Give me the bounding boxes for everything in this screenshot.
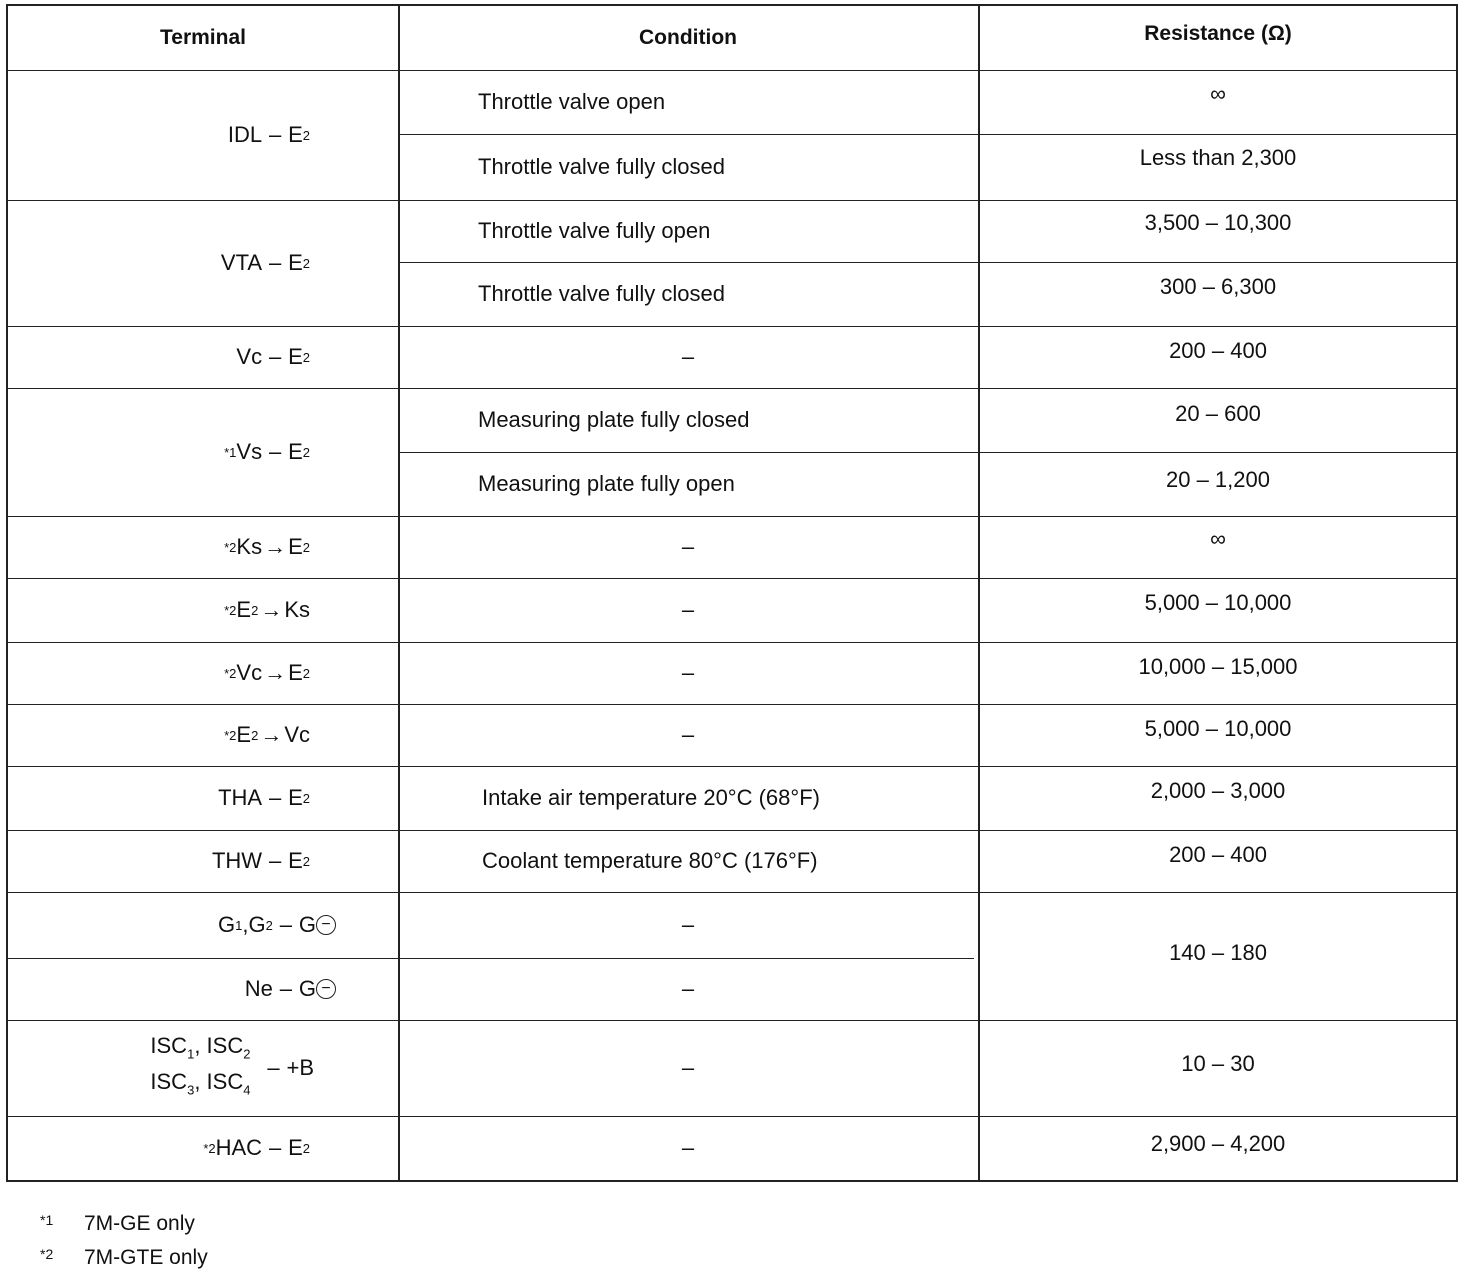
- resistance-e2-vc: 5,000 – 10,000: [1144, 716, 1292, 741]
- resistance-tha: 2,000 – 3,000: [1150, 778, 1286, 803]
- resistance-isc: 10 – 30: [1181, 1051, 1255, 1076]
- resistance-vta-open: 3,500 – 10,300: [1144, 210, 1292, 235]
- terminal-hac-e2: *2 HAC – E 2: [203, 1135, 310, 1160]
- footnote-2: *2 7M-GTE only: [40, 1246, 208, 1269]
- condition-ks-e2: –: [681, 534, 695, 559]
- condition-vc-e2-arrow: –: [681, 660, 695, 685]
- resistance-vc-e2-arrow: 10,000 – 15,000: [1138, 654, 1298, 679]
- terminal-isc: $ISC_1$, $ISC_2$ $ISC_3$, $ISC_4$ – +B: [150, 1032, 314, 1098]
- header-resistance: Resistance (Ω): [1144, 22, 1292, 45]
- footnote-1: *1 7M-GE only: [40, 1212, 195, 1235]
- condition-vs-closed: Measuring plate fully closed: [478, 407, 750, 432]
- header-terminal: Terminal: [160, 26, 246, 49]
- resistance-thw: 200 – 400: [1169, 842, 1267, 867]
- condition-hac: –: [681, 1135, 695, 1160]
- condition-vta-open: Throttle valve fully open: [478, 218, 711, 243]
- terminal-e2-ks: *2 E 2 → Ks: [224, 597, 310, 622]
- resistance-vta-closed: 300 – 6,300: [1159, 274, 1277, 299]
- condition-isc: –: [681, 1055, 695, 1080]
- terminal-idl-e2: IDL – E 2: [227, 122, 310, 147]
- resistance-idl-open: ∞: [1210, 81, 1226, 106]
- condition-e2-vc: –: [681, 722, 695, 747]
- minus-circle-icon: −: [316, 915, 336, 935]
- terminal-vc-e2-arrow: *2 Vc → E 2: [224, 660, 310, 685]
- condition-thw: Coolant temperature 80°C (176°F): [482, 848, 818, 873]
- minus-circle-icon: −: [316, 979, 336, 999]
- terminal-ks-e2: *2 Ks → E 2: [224, 534, 310, 559]
- condition-idl-closed: Throttle valve fully closed: [478, 154, 725, 179]
- condition-g: –: [681, 912, 695, 937]
- resistance-vs-open: 20 – 1,200: [1166, 467, 1270, 492]
- terminal-vs-e2: *1 Vs – E 2: [224, 439, 310, 464]
- terminal-thw-e2: THW – E 2: [211, 848, 310, 873]
- condition-tha: Intake air temperature 20°C (68°F): [482, 785, 820, 810]
- resistance-idl-closed: Less than 2,300: [1139, 145, 1297, 170]
- condition-ne: –: [681, 976, 695, 1001]
- terminal-vta-e2: VTA – E 2: [220, 250, 310, 275]
- terminal-e2-vc: *2 E 2 → Vc: [224, 722, 310, 747]
- resistance-table: [6, 4, 1458, 1182]
- terminal-g1-g2: G 1 , G 2 – G −: [8, 892, 398, 958]
- terminal-tha-e2: THA – E 2: [218, 785, 310, 810]
- header-condition: Condition: [639, 26, 737, 49]
- resistance-vs-closed: 20 – 600: [1175, 401, 1261, 426]
- terminal-vc-e2: Vc – E 2: [236, 344, 310, 369]
- condition-vta-closed: Throttle valve fully closed: [478, 281, 725, 306]
- resistance-g-ne: 140 – 180: [1169, 940, 1267, 965]
- resistance-e2-ks: 5,000 – 10,000: [1144, 590, 1292, 615]
- condition-vc: –: [681, 344, 695, 369]
- resistance-hac: 2,900 – 4,200: [1150, 1131, 1286, 1156]
- condition-e2-ks: –: [681, 597, 695, 622]
- resistance-vc: 200 – 400: [1169, 338, 1267, 363]
- terminal-ne: Ne – G −: [8, 958, 398, 1020]
- condition-idl-open: Throttle valve open: [478, 89, 666, 114]
- resistance-ks-e2: ∞: [1210, 526, 1226, 551]
- condition-vs-open: Measuring plate fully open: [478, 471, 735, 496]
